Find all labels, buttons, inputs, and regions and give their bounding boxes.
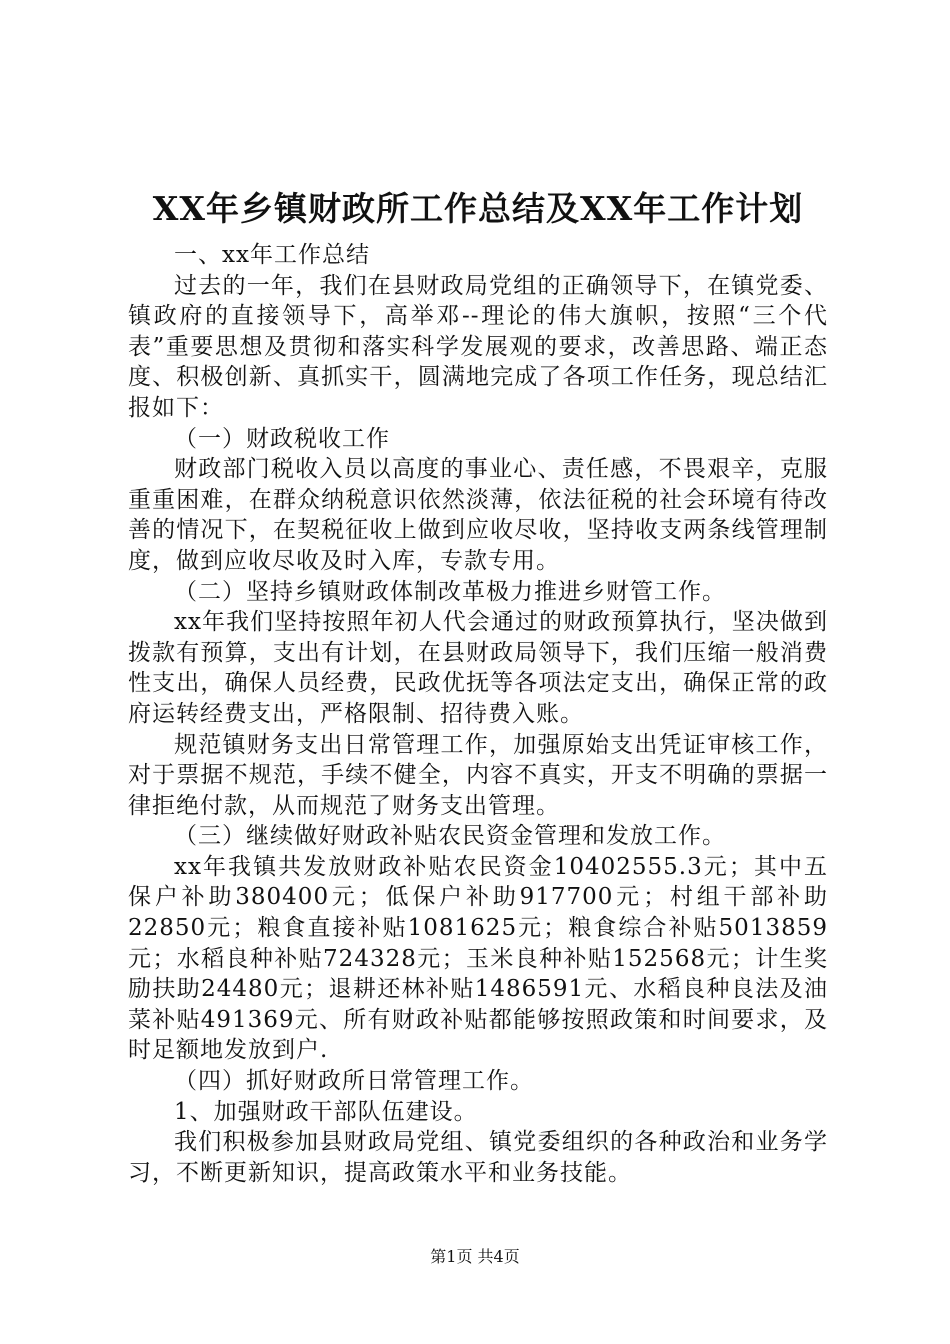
page-number-footer: 第1页 共4页 — [430, 1247, 520, 1266]
subsection-heading-subsidy: （三）继续做好财政补贴农民资金管理和发放工作。 — [174, 823, 726, 850]
paragraph-subsidy-details: xx年我镇共发放财政补贴农民资金10402555.3元；其中五保户补助380400元；低保户补助917700元；村组干部补助22850元；粮食直接补贴1081625元；粮食综合补贴5013859元；水稻良种补贴724328元；玉米良种补贴152568元；计生奖励扶助24480元；退耕还林补贴1486591元、水稻良种良法及油菜补贴491369元、所有财政补贴都能够按照政策和时间要求，及时足额地发放到户. — [128, 853, 828, 1064]
section-heading-summary: 一、xx年工作总结 — [174, 242, 370, 268]
subsection-heading-tax: （一）财政税收工作 — [174, 425, 390, 452]
paragraph-tax: 财政部门税收入员以高度的事业心、责任感，不畏艰辛，克服重重困难，在群众纳税意识依然淡薄，依法征税的社会环境有待改善的情况下，在契税征收上做到应收尽收，坚持收支两条线管理制度，做到应收尽收及时入库，专款专用。 — [128, 456, 828, 574]
subsection-heading-daily-management: （四）抓好财政所日常管理工作。 — [174, 1068, 534, 1095]
paragraph-budget: xx年我们坚持按照年初人代会通过的财政预算执行，坚决做到拨款有预算，支出有计划，在县财政局领导下，我们压缩一般消费性支出，确保人员经费，民政优抚等各项法定支出，确保正常的政府运转经费支出，严格限制、招待费入账。 — [128, 609, 828, 727]
document-page — [128, 186, 828, 1188]
paragraph-study: 我们积极参加县财政局党组、镇党委组织的各种政治和业务学习，不断更新知识，提高政策水平和业务技能。 — [128, 1129, 828, 1186]
paragraph-expense-management: 规范镇财务支出日常管理工作，加强原始支出凭证审核工作，对于票据不规范，手续不健全，内容不真实，开支不明确的票据一律拒绝付款，从而规范了财务支出管理。 — [128, 731, 828, 819]
subsection-heading-reform: （二）坚持乡镇财政体制改革极力推进乡财管工作。 — [174, 578, 726, 605]
paragraph-intro: 过去的一年，我们在县财政局党组的正确领导下，在镇党委、镇政府的直接领导下，高举邓--理论的伟大旗帜，按照“三个代表”重要思想及贯彻和落实科学发展观的要求，改善思路、端正态度、积极创新、真抓实干，圆满地完成了各项工作任务，现总结汇报如下： — [128, 272, 828, 421]
item-heading-team-building: 1、加强财政干部队伍建设。 — [174, 1098, 478, 1125]
document-body — [128, 240, 828, 1188]
document-title: XX年乡镇财政所工作总结及XX年工作计划 — [152, 189, 804, 228]
